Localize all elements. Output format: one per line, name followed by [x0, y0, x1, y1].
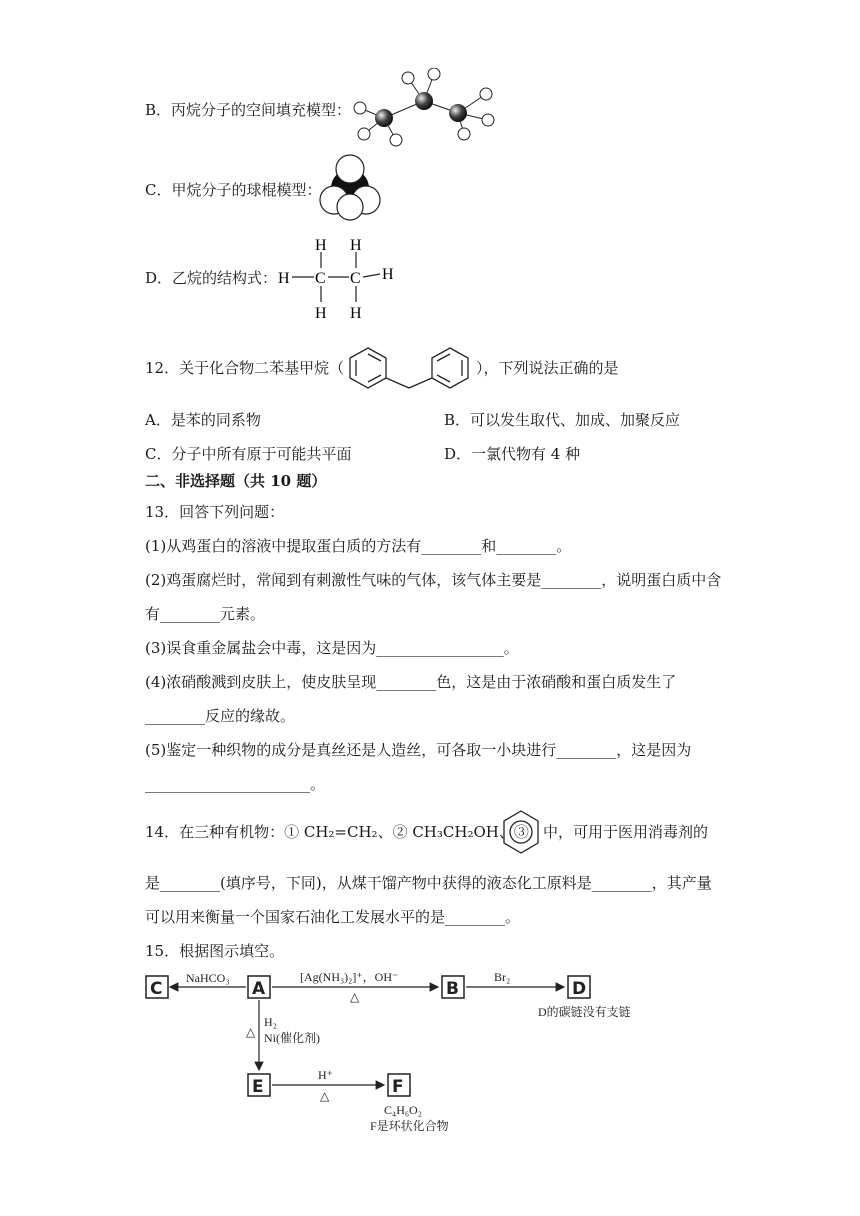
h-label: H: [350, 237, 362, 254]
q12-option-b: B．可以发生取代、加成、加聚反应: [444, 411, 681, 429]
q13-part1: (1)从鸡蛋白的溶液中提取蛋白质的方法有________和________。: [145, 537, 572, 555]
h-label: H: [315, 237, 327, 254]
q15-stem: 15．根据图示填空。: [145, 942, 285, 960]
q13-part2-line2: 有________元素。: [145, 605, 266, 623]
box-f: F: [392, 1077, 404, 1097]
box-b: B: [446, 979, 459, 999]
box-c: C: [150, 979, 163, 999]
heat-label: △: [350, 990, 360, 1004]
f-note: F是环状化合物: [370, 1119, 449, 1133]
h-label: H: [315, 305, 327, 322]
propane-space-filling-model: [340, 68, 500, 150]
nahco3-label: NaHCO₃: [186, 971, 230, 985]
q14-line1-post: 中，可用于医用消毒剂的: [543, 823, 709, 841]
q13-part5-line1: (5)鉴定一种织物的成分是真丝还是人造丝，可各取一小块进行________，这是因为: [145, 741, 692, 759]
reaction-flow-diagram: [140, 968, 660, 1148]
box-e: E: [252, 1077, 264, 1097]
q13-part2-line1: (2)鸡蛋腐烂时，常闻到有刺激性气味的气体，该气体主要是________，说明蛋白质中含: [145, 571, 722, 589]
f-formula: C₄H₆O₂: [384, 1103, 422, 1117]
section-heading: 二、非选择题（共 10 题）: [145, 472, 327, 490]
q14-line3: 可以用来衡量一个国家石油化工发展水平的是________。: [145, 908, 521, 926]
q12-stem-pre: 12．关于化合物二苯基甲烷（: [145, 359, 345, 377]
h-label: H: [278, 270, 290, 287]
heat-label: △: [320, 1089, 330, 1103]
h-label: H: [350, 305, 362, 322]
q13-part4-line1: (4)浓硝酸溅到皮肤上，使皮肤呈现________色，这是由于浓硝酸和蛋白质发生了: [145, 673, 677, 691]
option-c: C．甲烷分子的球棍模型：: [145, 181, 322, 199]
diphenylmethane-structure: [346, 344, 472, 392]
q12-option-d: D．一氯代物有 4 种: [444, 445, 581, 463]
d-note: D的碳链没有支链: [538, 1005, 631, 1019]
methane-model: [318, 152, 382, 224]
box-a: A: [252, 979, 266, 999]
q12-option-a: A．是苯的同系物: [145, 411, 261, 429]
ethane-structural-formula: [276, 234, 406, 324]
q13-stem: 13．回答下列问题：: [145, 503, 285, 521]
q13-part3: (3)误食重金属盐会中毒，这是因为_________________。: [145, 639, 519, 657]
q13-part5-line2: ______________________。: [145, 775, 326, 793]
benzene-ring: [500, 808, 542, 856]
c-label: C: [350, 270, 361, 287]
c-label: C: [315, 270, 326, 287]
heat-label: △: [246, 1025, 256, 1039]
option-d: D．乙烷的结构式：: [145, 269, 278, 287]
box-d: D: [572, 979, 587, 999]
q12-stem-post: ），下列说法正确的是: [476, 359, 619, 377]
silver-ammonia-label: [Ag(NH₃)₂]⁺，OH⁻: [300, 970, 399, 984]
hplus-label: H⁺: [318, 1068, 333, 1082]
h-label: H: [382, 266, 394, 283]
q14-line2: 是________(填序号，下同)，从煤干馏产物中获得的液态化工原料是________，其产量: [145, 874, 712, 892]
h2-label: H₂: [264, 1015, 277, 1029]
q12-option-c: C．分子中所有原于可能共平面: [145, 445, 352, 463]
br2-label: Br₂: [494, 970, 511, 984]
q14-line1-pre: 14．在三种有机物：① CH₂=CH₂、② CH₃CH₂OH、③: [145, 823, 529, 841]
q13-part4-line2: ________反应的缘故。: [145, 707, 296, 725]
ni-catalyst-label: Ni(催化剂): [264, 1031, 320, 1045]
option-b: B．丙烷分子的空间填充模型：: [145, 101, 352, 119]
